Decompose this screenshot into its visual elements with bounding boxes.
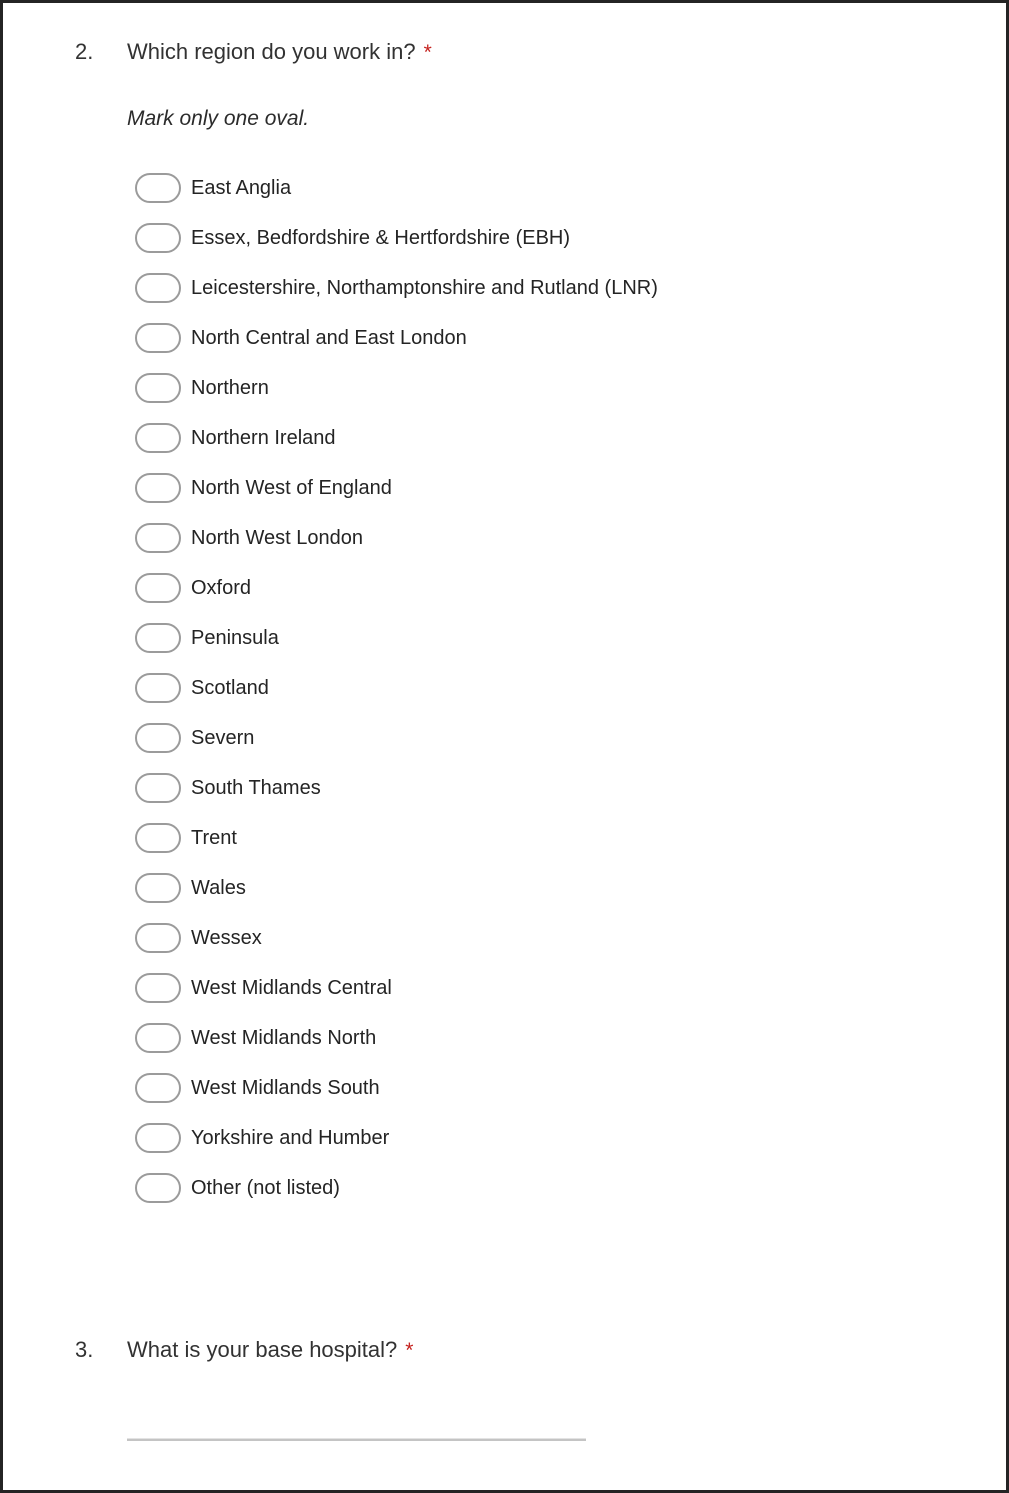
radio-option-label: Other (not listed) [191, 1176, 340, 1199]
radio-option-label: North West of England [191, 476, 392, 499]
radio-option-label: Leicestershire, Northamptonshire and Rutland (LNR) [191, 276, 658, 299]
radio-option-label: Trent [191, 826, 237, 849]
radio-oval-icon[interactable] [135, 573, 181, 603]
radio-option-label: South Thames [191, 776, 321, 799]
radio-option-label: West Midlands Central [191, 976, 392, 999]
radio-oval-icon[interactable] [135, 173, 181, 203]
question-3-title: What is your base hospital? [127, 1337, 398, 1362]
radio-oval-icon[interactable] [135, 723, 181, 753]
radio-option-label: East Anglia [191, 176, 292, 199]
required-asterisk: * [405, 1339, 414, 1362]
radio-oval-icon[interactable] [135, 473, 181, 503]
radio-option[interactable] [135, 1013, 1006, 1063]
question-2-title: Which region do you work in? [127, 39, 416, 64]
radio-oval-icon[interactable] [135, 1173, 181, 1203]
radio-option[interactable] [135, 163, 1006, 213]
radio-option-label: West Midlands North [191, 1026, 377, 1049]
question-2-options-list [3, 163, 1006, 1213]
radio-oval-icon[interactable] [135, 773, 181, 803]
radio-oval-icon[interactable] [135, 673, 181, 703]
radio-oval-icon[interactable] [135, 1123, 181, 1153]
radio-option-label: Peninsula [191, 626, 279, 649]
radio-oval-icon[interactable] [135, 323, 181, 353]
radio-option[interactable] [135, 863, 1006, 913]
short-answer-line[interactable] [127, 1438, 586, 1441]
radio-option[interactable] [135, 1113, 1006, 1163]
radio-option-label: Essex, Bedfordshire & Hertfordshire (EBH) [191, 226, 571, 249]
radio-option[interactable] [135, 263, 1006, 313]
radio-option[interactable] [135, 1163, 1006, 1213]
radio-option[interactable] [135, 813, 1006, 863]
radio-option[interactable] [135, 963, 1006, 1013]
radio-option[interactable] [135, 913, 1006, 963]
radio-option-label: West Midlands South [191, 1076, 380, 1099]
radio-option[interactable] [135, 413, 1006, 463]
radio-option[interactable] [135, 363, 1006, 413]
question-2-instruction: Mark only one oval. [127, 107, 310, 130]
radio-option[interactable] [135, 713, 1006, 763]
radio-option[interactable] [135, 1063, 1006, 1113]
radio-oval-icon[interactable] [135, 1073, 181, 1103]
radio-option-label: Northern [191, 376, 269, 399]
radio-option[interactable] [135, 213, 1006, 263]
radio-oval-icon[interactable] [135, 223, 181, 253]
radio-option[interactable] [135, 463, 1006, 513]
radio-option[interactable] [135, 313, 1006, 363]
radio-oval-icon[interactable] [135, 273, 181, 303]
question-3-number: 3. [75, 1337, 94, 1362]
radio-option-label: Wales [191, 876, 246, 899]
question-3-header [3, 1337, 1006, 1364]
radio-oval-icon[interactable] [135, 523, 181, 553]
required-asterisk: * [423, 41, 432, 64]
radio-option[interactable] [135, 763, 1006, 813]
radio-option-label: Scotland [191, 676, 269, 699]
question-2-number: 2. [75, 39, 94, 64]
radio-oval-icon[interactable] [135, 373, 181, 403]
radio-option-label: Yorkshire and Humber [191, 1126, 390, 1149]
radio-option-label: Northern Ireland [191, 426, 336, 449]
radio-option-label: North West London [191, 526, 363, 549]
radio-oval-icon[interactable] [135, 1023, 181, 1053]
radio-option-label: Severn [191, 726, 255, 749]
radio-option[interactable] [135, 513, 1006, 563]
question-2-header [3, 39, 1006, 66]
radio-option-label: North Central and East London [191, 326, 467, 349]
radio-oval-icon[interactable] [135, 973, 181, 1003]
radio-oval-icon[interactable] [135, 923, 181, 953]
radio-option[interactable] [135, 563, 1006, 613]
radio-option[interactable] [135, 613, 1006, 663]
radio-oval-icon[interactable] [135, 873, 181, 903]
radio-oval-icon[interactable] [135, 623, 181, 653]
radio-option[interactable] [135, 663, 1006, 713]
radio-option-label: Oxford [191, 576, 252, 599]
radio-option-label: Wessex [191, 926, 262, 949]
radio-oval-icon[interactable] [135, 823, 181, 853]
radio-oval-icon[interactable] [135, 423, 181, 453]
